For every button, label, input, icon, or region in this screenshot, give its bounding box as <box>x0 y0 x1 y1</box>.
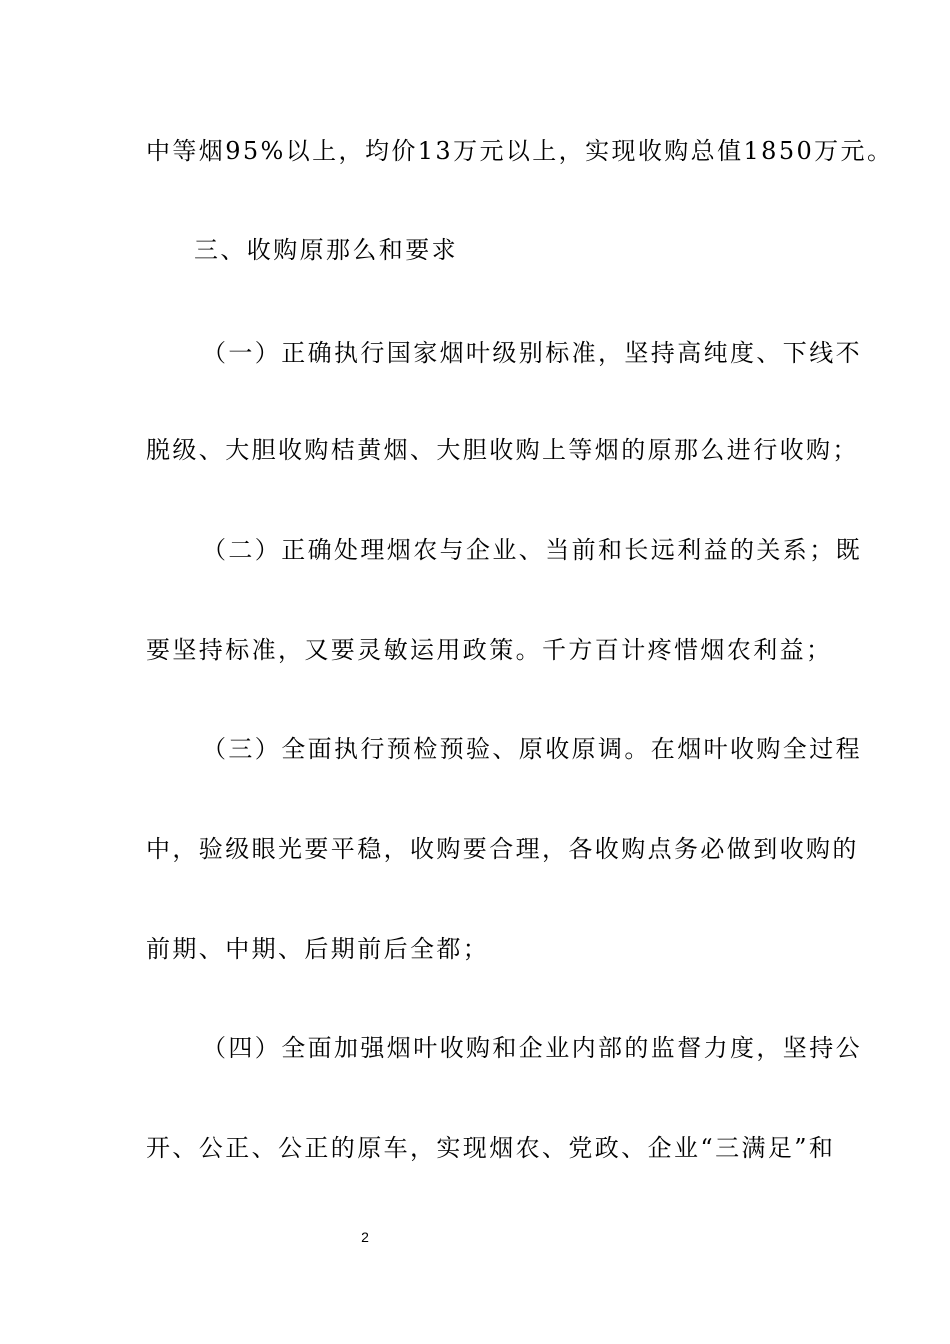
text-line-9: 前期、中期、后期前后全都； <box>146 935 490 963</box>
text-line-4: 脱级、大胆收购桔黄烟、大胆收购上等烟的原那么进行收购； <box>146 436 859 464</box>
text-line-7: （三）全面执行预检预验、原收原调。在烟叶收购全过程 <box>202 735 862 763</box>
text-line-6: 要坚持标准，又要灵敏运用政策。千方百计疼惜烟农利益； <box>146 636 833 664</box>
text-line-1: 中等烟95%以上，均价13万元以上，实现收购总值1850万元。 <box>146 137 894 165</box>
page-number: 2 <box>361 1229 369 1245</box>
section-heading: 三、收购原那么和要求 <box>194 236 458 264</box>
text-line-10: （四）全面加强烟叶收购和企业内部的监督力度，坚持公 <box>202 1034 862 1062</box>
text-line-5: （二）正确处理烟农与企业、当前和长远利益的关系；既 <box>202 536 862 564</box>
text-line-3: （一）正确执行国家烟叶级别标准，坚持高纯度、下线不 <box>202 339 862 367</box>
text-line-11: 开、公正、公正的原车，实现烟农、党政、企业“三满足”和 <box>146 1134 836 1162</box>
text-line-8: 中，验级眼光要平稳，收购要合理，各收购点务必做到收购的 <box>146 835 859 863</box>
